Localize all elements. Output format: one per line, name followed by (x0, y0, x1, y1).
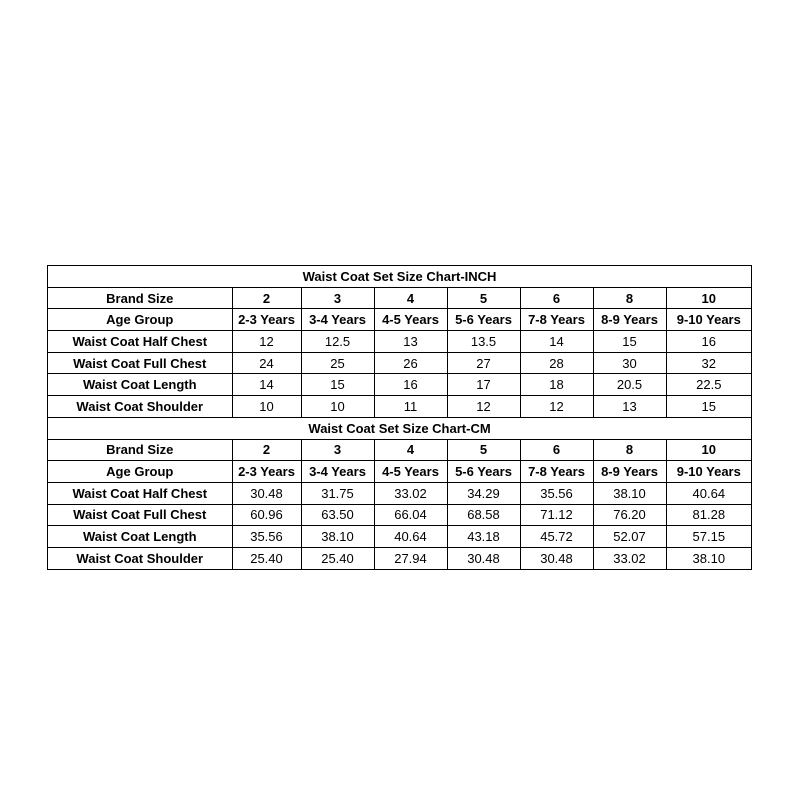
table-row (48, 374, 751, 396)
row-label: Waist Coat Shoulder (48, 396, 232, 418)
table-cell: 27.94 (374, 547, 447, 568)
table-row (48, 352, 751, 374)
table-cell: 15 (666, 396, 751, 418)
size-chart (47, 265, 752, 570)
table-cell: 7-8 Years (520, 309, 593, 331)
table-cell: 35.56 (232, 526, 301, 548)
table-cell: 7-8 Years (520, 461, 593, 483)
table-cell: 12 (447, 396, 520, 418)
table-cell: 11 (374, 396, 447, 418)
table-cell: 13.5 (447, 331, 520, 353)
row-label: Waist Coat Full Chest (48, 352, 232, 374)
table-cell: 81.28 (666, 504, 751, 526)
inch-title-row (48, 266, 751, 287)
table-cell: 33.02 (374, 482, 447, 504)
table-cell: 16 (374, 374, 447, 396)
table-cell: 25.40 (301, 547, 374, 568)
size-chart-body (48, 266, 751, 569)
table-cell: 31.75 (301, 482, 374, 504)
table-cell: 63.50 (301, 504, 374, 526)
table-cell: 30.48 (232, 482, 301, 504)
table-cell: 60.96 (232, 504, 301, 526)
table-cell: 16 (666, 331, 751, 353)
table-cell: 4-5 Years (374, 461, 447, 483)
table-cell: 20.5 (593, 374, 666, 396)
table-cell: 10 (301, 396, 374, 418)
table-cell: 10 (666, 439, 751, 461)
table-row (48, 504, 751, 526)
table-cell: 6 (520, 287, 593, 309)
table-cell: 4 (374, 439, 447, 461)
table-cell: 38.10 (593, 482, 666, 504)
table-cell: 26 (374, 352, 447, 374)
table-cell: 12 (520, 396, 593, 418)
table-cell: 71.12 (520, 504, 593, 526)
table-cell: 2 (232, 287, 301, 309)
table-cell: 32 (666, 352, 751, 374)
table-cell: 8-9 Years (593, 461, 666, 483)
table-cell: 35.56 (520, 482, 593, 504)
row-label: Waist Coat Full Chest (48, 504, 232, 526)
table-cell: 40.64 (666, 482, 751, 504)
table-cell: 3-4 Years (301, 309, 374, 331)
table-cell: 22.5 (666, 374, 751, 396)
table-cell: 30 (593, 352, 666, 374)
table-row (48, 526, 751, 548)
table-cell: 25 (301, 352, 374, 374)
table-row (48, 309, 751, 331)
table-row (48, 439, 751, 461)
table-cell: 30.48 (447, 547, 520, 568)
table-row (48, 331, 751, 353)
table-cell: 10 (666, 287, 751, 309)
table-cell: 27 (447, 352, 520, 374)
table-cell: 14 (232, 374, 301, 396)
table-cell: 3 (301, 439, 374, 461)
table-cell: 15 (301, 374, 374, 396)
table-cell: 17 (447, 374, 520, 396)
table-cell: 52.07 (593, 526, 666, 548)
table-cell: 9-10 Years (666, 461, 751, 483)
inch-chart-title: Waist Coat Set Size Chart-INCH (48, 266, 751, 287)
table-cell: 76.20 (593, 504, 666, 526)
table-row (48, 287, 751, 309)
row-label: Age Group (48, 309, 232, 331)
row-label: Waist Coat Shoulder (48, 547, 232, 568)
table-cell: 66.04 (374, 504, 447, 526)
size-chart-table (48, 266, 751, 569)
table-cell: 5 (447, 287, 520, 309)
table-cell: 45.72 (520, 526, 593, 548)
table-cell: 13 (593, 396, 666, 418)
table-row (48, 461, 751, 483)
row-label: Brand Size (48, 287, 232, 309)
table-cell: 24 (232, 352, 301, 374)
row-label: Brand Size (48, 439, 232, 461)
table-row (48, 396, 751, 418)
table-cell: 14 (520, 331, 593, 353)
table-cell: 34.29 (447, 482, 520, 504)
table-cell: 10 (232, 396, 301, 418)
table-cell: 3 (301, 287, 374, 309)
table-row (48, 547, 751, 568)
table-cell: 2-3 Years (232, 461, 301, 483)
table-cell: 43.18 (447, 526, 520, 548)
table-cell: 3-4 Years (301, 461, 374, 483)
row-label: Waist Coat Half Chest (48, 482, 232, 504)
table-cell: 15 (593, 331, 666, 353)
table-cell: 8 (593, 439, 666, 461)
table-cell: 5-6 Years (447, 461, 520, 483)
table-cell: 12 (232, 331, 301, 353)
table-cell: 2-3 Years (232, 309, 301, 331)
table-cell: 28 (520, 352, 593, 374)
table-cell: 13 (374, 331, 447, 353)
row-label: Waist Coat Half Chest (48, 331, 232, 353)
table-cell: 40.64 (374, 526, 447, 548)
table-cell: 5 (447, 439, 520, 461)
table-cell: 4-5 Years (374, 309, 447, 331)
table-cell: 38.10 (301, 526, 374, 548)
cm-chart-title: Waist Coat Set Size Chart-CM (48, 417, 751, 439)
table-cell: 5-6 Years (447, 309, 520, 331)
row-label: Waist Coat Length (48, 526, 232, 548)
table-cell: 8 (593, 287, 666, 309)
table-cell: 12.5 (301, 331, 374, 353)
row-label: Waist Coat Length (48, 374, 232, 396)
table-cell: 2 (232, 439, 301, 461)
row-label: Age Group (48, 461, 232, 483)
table-row (48, 482, 751, 504)
table-cell: 68.58 (447, 504, 520, 526)
table-cell: 8-9 Years (593, 309, 666, 331)
table-cell: 9-10 Years (666, 309, 751, 331)
table-cell: 30.48 (520, 547, 593, 568)
cm-title-row (48, 417, 751, 439)
table-cell: 4 (374, 287, 447, 309)
table-cell: 6 (520, 439, 593, 461)
table-cell: 33.02 (593, 547, 666, 568)
table-cell: 38.10 (666, 547, 751, 568)
table-cell: 57.15 (666, 526, 751, 548)
table-cell: 25.40 (232, 547, 301, 568)
table-cell: 18 (520, 374, 593, 396)
